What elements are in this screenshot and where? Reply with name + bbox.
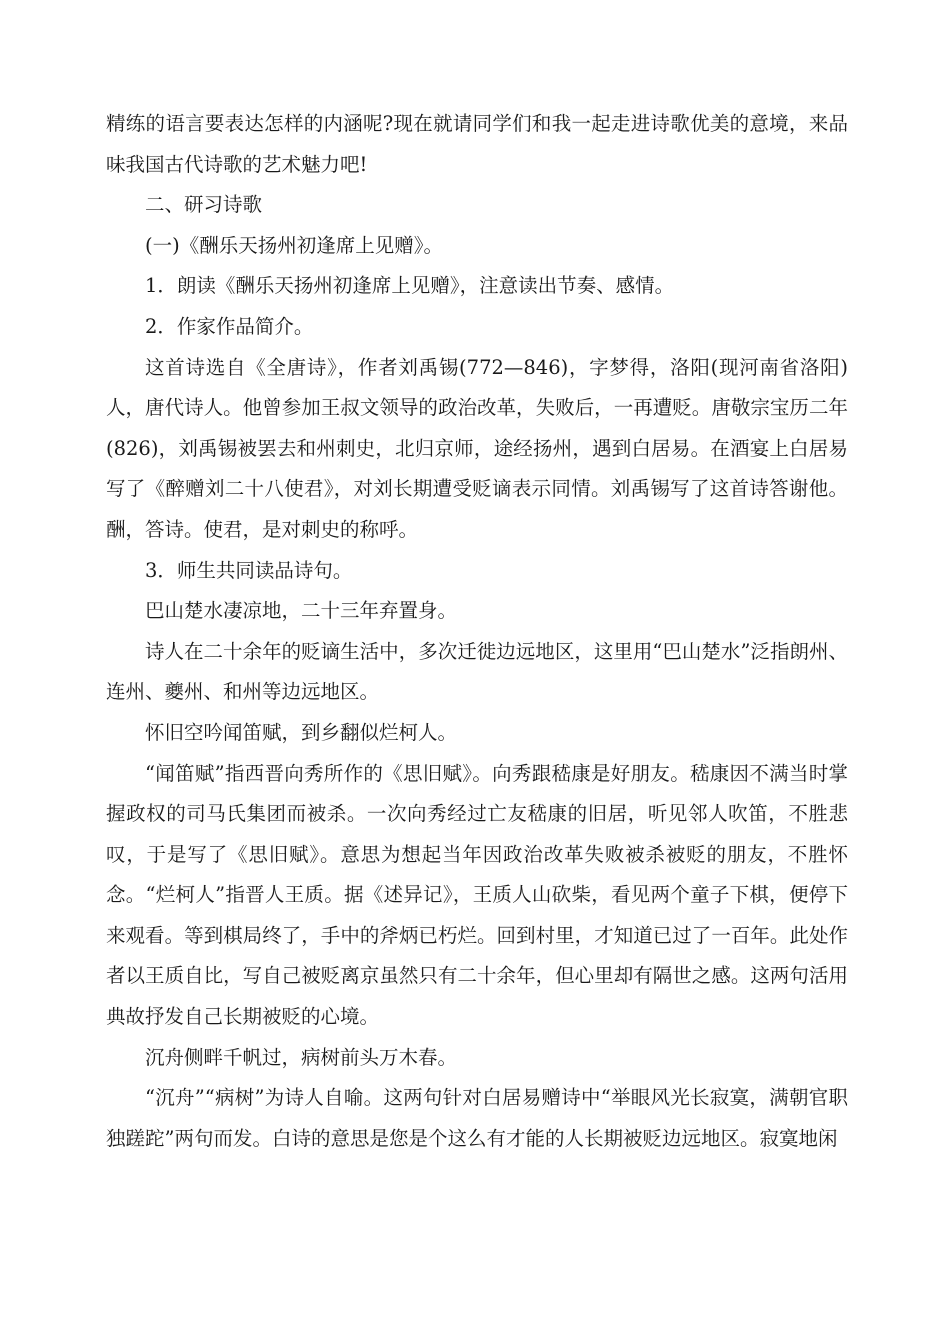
- paragraph-line-1-explanation: 诗人在二十余年的贬谪生活中，多次迁徙边远地区，这里用“巴山楚水”泛指朗州、连州、夔州、和州等边远地区。: [106, 639, 848, 704]
- poem-line-3: 沉舟侧畔千帆过，病树前头万木春。: [145, 1045, 458, 1069]
- document-body: [106, 104, 848, 1159]
- paragraph-author-background: 这首诗选自《全唐诗》，作者刘禹锡(772—846)，字梦得，洛阳(现河南省洛阳)人，唐代诗人。他曾参加王叔文领导的政治改革，失败后，一再遭贬。唐敬宗宝历二年(826)，刘禹锡被罢去和州刺史，北归京师，途经扬州，遇到白居易。在酒宴上白居易写了《醉赠刘二十八使君》，对刘长期遭受贬谪表示同情。刘禹锡写了这首诗答谢他。酬，答诗。使君，是对刺史的称呼。: [106, 355, 848, 541]
- poem-line-2: 怀旧空吟闻笛赋，到乡翻似烂柯人。: [145, 720, 458, 744]
- paragraph-intro-continuation: 精练的语言要表达怎样的内涵呢?现在就请同学们和我一起走进诗歌优美的意境，来品味我国古代诗歌的艺术魅力吧!: [106, 112, 848, 176]
- paragraph-line-2-explanation: “闻笛赋”指西晋向秀所作的《思旧赋》。向秀跟嵇康是好朋友。嵇康因不满当时掌握政权的司马氏集团而被杀。一次向秀经过亡友嵇康的旧居，听见邻人吹笛，不胜悲叹，于是写了《思旧赋》。意思为想起当年因政治改革失败被杀被贬的朋友，不胜怀念。“烂柯人”指晋人王质。据《述异记》，王质人山砍柴，看见两个童子下棋，便停下来观看。等到棋局终了，手中的斧炳已朽烂。回到村里，才知道已过了一百年。此处作者以王质自比，写自己被贬离京虽然只有二十余年，但心里却有隔世之感。这两句活用典故抒发自己长期被贬的心境。: [106, 761, 848, 1029]
- step-3-appreciate-lines: 3．师生共同读品诗句。: [145, 558, 353, 582]
- step-1-read-aloud: 1．朗读《酬乐天扬州初逢席上见赠》，注意读出节奏、感情。: [145, 274, 675, 298]
- section-heading-study-poems: 二、研习诗歌: [145, 193, 263, 217]
- subsection-heading-poem-title: (一)《酬乐天扬州初逢席上见赠》。: [145, 233, 443, 257]
- paragraph-line-3-explanation: “沉舟”“病树”为诗人自喻。这两句针对白居易赠诗中“举眼风光长寂寞，满朝官职独蹉跎”两句而发。白诗的意思是您是个这么有才能的人长期被贬边远地区。寂寞地闲: [106, 1086, 848, 1150]
- poem-line-1: 巴山楚水凄凉地，二十三年弃置身。: [145, 599, 458, 623]
- step-2-author-intro: 2．作家作品简介。: [145, 314, 314, 338]
